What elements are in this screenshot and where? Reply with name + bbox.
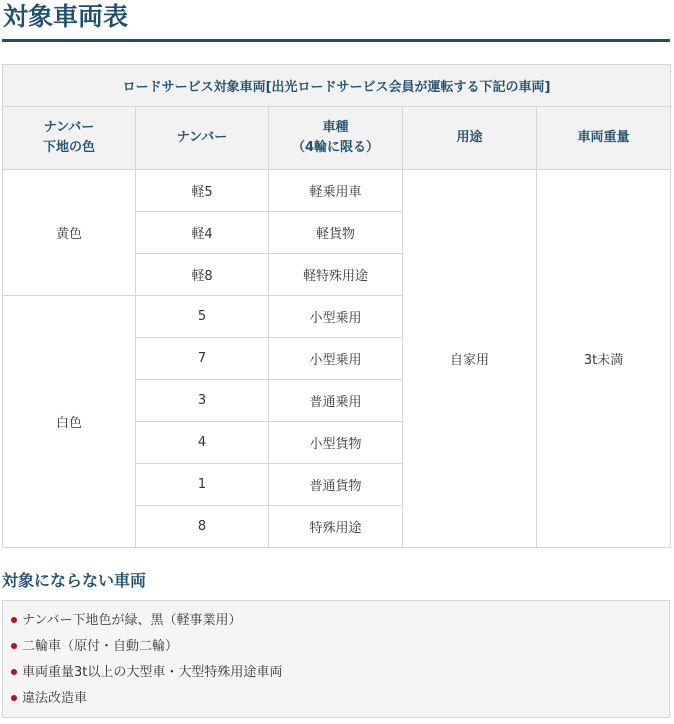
vehicle-type-cell: 普通乗用 xyxy=(269,380,403,422)
vehicle-table xyxy=(2,64,671,548)
plate-number-cell: 7 xyxy=(136,338,269,380)
header-vehicle-type xyxy=(269,107,403,170)
plate-number-cell: 3 xyxy=(136,380,269,422)
list-item xyxy=(11,686,669,712)
plate-number-cell: 8 xyxy=(136,506,269,548)
bullet-icon xyxy=(11,695,17,701)
header-vehicle-type-line1: 車種 xyxy=(322,120,349,135)
header-plate-color-line1: ナンバー xyxy=(43,120,95,135)
usage-cell: 自家用 xyxy=(403,170,537,548)
bullet-icon xyxy=(11,643,17,649)
vehicle-type-cell: 特殊用途 xyxy=(269,506,403,548)
vehicle-type-cell: 軽貨物 xyxy=(269,212,403,254)
vehicle-type-cell: 軽特殊用途 xyxy=(269,254,403,296)
header-vehicle-type-line2: （4輪に限る） xyxy=(291,140,380,155)
plate-number-cell: 1 xyxy=(136,464,269,506)
vehicle-type-cell: 軽乗用車 xyxy=(269,170,403,212)
table-caption: ロードサービス対象車両[出光ロードサービス会員が運転する下記の車両] xyxy=(3,65,671,107)
vehicle-type-cell: 普通貨物 xyxy=(269,464,403,506)
list-item-text: 車両重量3t以上の大型車・大型特殊用途車両 xyxy=(22,665,283,680)
header-usage: 用途 xyxy=(403,107,537,170)
exclusions-list xyxy=(2,600,670,718)
exclusions-title: 対象にならない車両 xyxy=(2,571,147,590)
header-weight: 車両重量 xyxy=(537,107,671,170)
list-item xyxy=(11,634,669,660)
plate-number-cell: 軽8 xyxy=(136,254,269,296)
bullet-icon xyxy=(11,617,17,623)
list-item xyxy=(11,660,669,686)
plate-number-cell: 5 xyxy=(136,296,269,338)
vehicle-type-cell: 小型乗用 xyxy=(269,296,403,338)
weight-cell: 3t未満 xyxy=(537,170,671,548)
plate-number-cell: 軽4 xyxy=(136,212,269,254)
plate-number-cell: 軽5 xyxy=(136,170,269,212)
bullet-icon xyxy=(11,669,17,675)
list-item-text: 違法改造車 xyxy=(22,691,88,706)
page-title: 対象車両表 xyxy=(2,0,670,42)
header-plate-color xyxy=(3,107,136,170)
plate-number-cell: 4 xyxy=(136,422,269,464)
plate-color-cell: 白色 xyxy=(3,296,136,548)
header-plate-color-line2: 下地の色 xyxy=(42,140,95,155)
list-item xyxy=(11,608,669,634)
header-plate-number: ナンバー xyxy=(136,107,269,170)
list-item-text: ナンバー下地色が緑、黒（軽事業用） xyxy=(22,613,242,628)
vehicle-type-cell: 小型貨物 xyxy=(269,422,403,464)
table-row xyxy=(3,170,671,212)
vehicle-type-cell: 小型乗用 xyxy=(269,338,403,380)
list-item-text: 二輪車（原付・自動二輪） xyxy=(22,639,179,654)
plate-color-cell: 黄色 xyxy=(3,170,136,296)
